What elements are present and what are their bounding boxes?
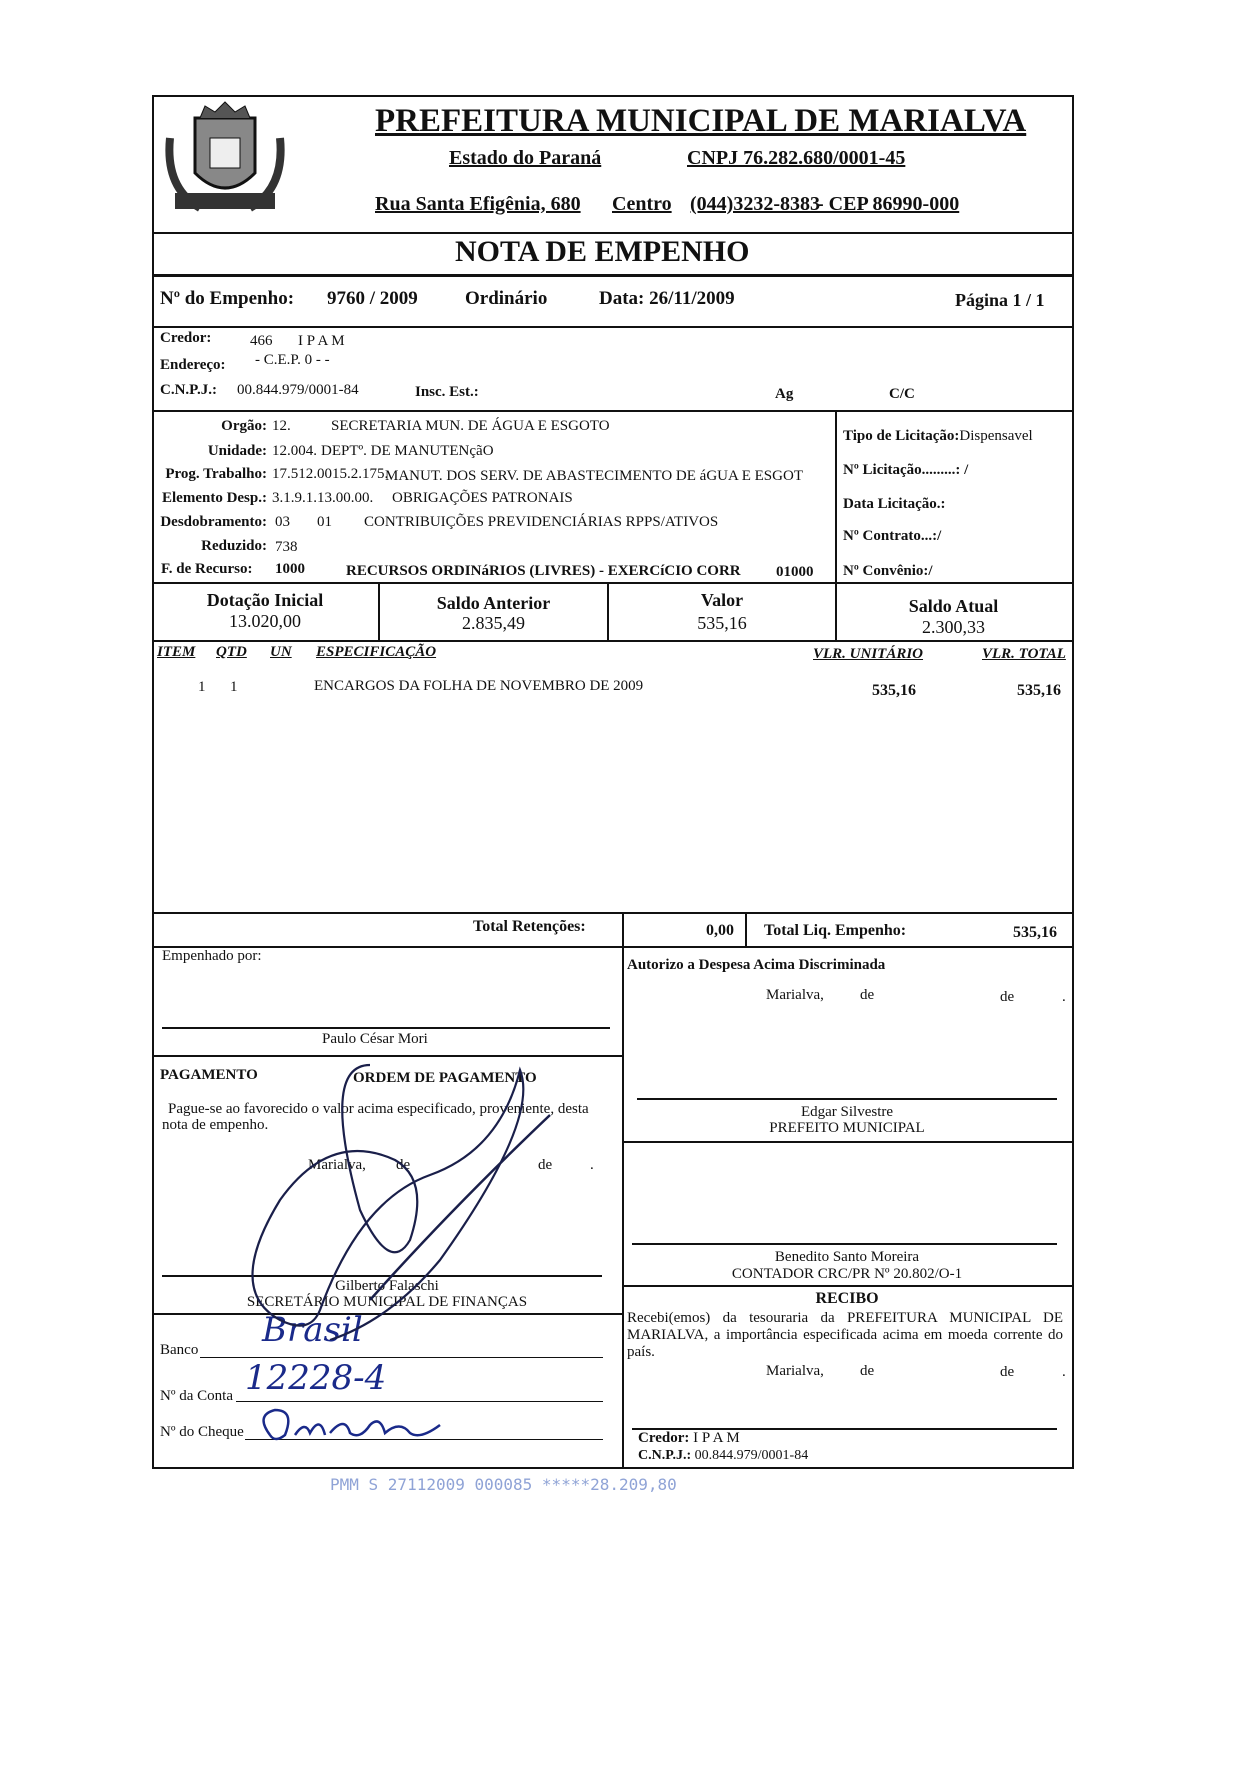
recibo-dot: .	[1062, 1364, 1066, 1380]
payment-stamp: PMM S 27112009 000085 *****28.209,80	[330, 1475, 677, 1494]
header-phone: (044)3232-8383	[690, 193, 820, 215]
dotacao-label: Dotação Inicial	[206, 590, 324, 610]
row-total-value: 535,16	[1017, 682, 1061, 699]
prog-code: 17.512.0015.2.175.	[272, 466, 389, 482]
contrato-number: Nº Contrato...:/	[843, 528, 942, 544]
header-cep: - CEP 86990-000	[817, 193, 960, 215]
prog-label: Prog. Trabalho:	[165, 466, 267, 482]
prog-desc: MANUT. DOS SERV. DE ABASTECIMENTO DE áGUA E ESGOT	[385, 468, 803, 484]
recibo-text: Recebi(emos) da tesouraria da PREFEITURA MUNICIPAL DE MARIALVA, a importância especificada acima em moeda corrente do país.	[627, 1310, 1063, 1360]
dotacao-value: 13.020,00	[229, 611, 301, 631]
recibo-credor-label: Credor:	[638, 1430, 690, 1446]
reduzido-code: 738	[275, 539, 298, 555]
orgao-label: Orgão:	[221, 418, 267, 434]
header-address: Rua Santa Efigênia, 680	[375, 193, 581, 215]
recurso-desc: RECURSOS ORDINáRIOS (LIVRES) - EXERCíCIO CORR	[346, 563, 741, 579]
credor-name: I P A M	[298, 333, 345, 349]
row-unit-value: 535,16	[872, 682, 916, 699]
pagamento-city: Marialva,	[308, 1157, 366, 1173]
header-cnpj: CNPJ 76.282.680/0001-45	[687, 147, 906, 169]
col-item: ITEM	[157, 644, 196, 660]
unidade-label: Unidade:	[207, 443, 267, 459]
pague-text-2: nota de empenho.	[162, 1117, 269, 1133]
unidade-desc: DEPTº. DE MANUTENçãO	[321, 443, 494, 459]
banco-handwritten: Brasil	[262, 1310, 363, 1350]
retencoes-label: Total Retenções:	[473, 918, 586, 935]
licitacao-number: Nº Licitação.........: /	[843, 462, 969, 478]
ordem-pagamento-heading: ORDEM DE PAGAMENTO	[353, 1070, 537, 1086]
saldo-anterior-label: Saldo Anterior	[436, 593, 551, 613]
valor-value: 535,16	[697, 613, 747, 633]
credor-code: 466	[250, 333, 273, 349]
recibo-de-1: de	[860, 1363, 875, 1379]
col-unit-value: VLR. UNITÁRIO	[813, 646, 924, 662]
city-crest-icon	[160, 98, 290, 228]
row-item: 1	[198, 679, 206, 695]
orgao-desc: SECRETARIA MUN. DE ÁGUA E ESGOTO	[331, 418, 610, 434]
orgao-code: 12.	[272, 418, 291, 434]
recurso-code2: 01000	[776, 564, 814, 580]
page-number: Página 1 / 1	[955, 290, 1045, 310]
tipo-licitacao-value: Dispensavel	[959, 428, 1033, 444]
unidade-code: 12.004.	[272, 443, 317, 459]
recibo-cnpj: 00.844.979/0001-84	[694, 1448, 809, 1463]
pagamento-heading: PAGAMENTO	[160, 1067, 258, 1083]
conta-handwritten: 12228-4	[245, 1358, 387, 1398]
recibo-city: Marialva,	[766, 1363, 824, 1379]
reduzido-label: Reduzido:	[201, 538, 267, 554]
elemento-code: 3.1.9.1.13.00.00.	[272, 490, 374, 506]
cnpj-label: C.N.P.J.:	[160, 382, 217, 398]
prefeito-title: PREFEITO MUNICIPAL	[769, 1120, 925, 1136]
saldo-atual-label: Saldo Atual	[908, 596, 999, 616]
document-title: NOTA DE EMPENHO	[455, 235, 750, 268]
recibo-cnpj-label: C.N.P.J.:	[638, 1448, 692, 1463]
retencoes-value: 0,00	[706, 922, 734, 939]
desdobramento-code1: 03	[275, 514, 290, 530]
header-state: Estado do Paraná	[449, 147, 602, 169]
empenho-label: Nº do Empenho:	[160, 288, 295, 309]
liquido-label: Total Liq. Empenho:	[764, 922, 907, 939]
autorizo-city: Marialva,	[766, 987, 824, 1003]
conta-label: Nº da Conta	[160, 1388, 233, 1404]
saldo-atual-value: 2.300,33	[922, 617, 985, 637]
valor-label: Valor	[700, 590, 744, 610]
convenio-number: Nº Convênio:/	[843, 563, 933, 579]
col-qtd: QTD	[216, 644, 247, 660]
empenhado-label: Empenhado por:	[162, 948, 262, 964]
banco-label: Banco	[160, 1342, 199, 1358]
contador-title: CONTADOR CRC/PR Nº 20.802/O-1	[731, 1266, 963, 1282]
autorizo-heading: Autorizo a Despesa Acima Discriminada	[627, 957, 886, 973]
empenho-date: Data: 26/11/2009	[599, 288, 735, 309]
autorizo-dot: .	[1062, 989, 1066, 1005]
address-label: Endereço:	[160, 357, 226, 373]
recibo-credor: I P A M	[693, 1430, 740, 1446]
empenhado-name: Paulo César Mori	[322, 1031, 428, 1047]
desdobramento-code2: 01	[317, 514, 332, 530]
contador-name: Benedito Santo Moreira	[774, 1249, 920, 1265]
desdobramento-desc: CONTRIBUIÇÕES PREVIDENCIÁRIAS RPPS/ATIVOS	[364, 514, 719, 530]
address-value: - C.E.P. 0 - -	[255, 352, 330, 368]
credor-label: Credor:	[160, 330, 212, 346]
recurso-code: 1000	[275, 561, 305, 577]
cheque-handwriting-icon	[250, 1405, 450, 1445]
recibo-heading: RECIBO	[815, 1290, 879, 1307]
cheque-label: Nº do Cheque	[160, 1424, 244, 1440]
saldo-anterior-value: 2.835,49	[462, 613, 525, 633]
elemento-label: Elemento Desp.:	[162, 490, 267, 506]
autorizo-de-1: de	[860, 987, 875, 1003]
secretario-title: SECRETÁRIO MUNICIPAL DE FINANÇAS	[246, 1294, 528, 1310]
pagamento-de-1: de	[396, 1157, 411, 1173]
tipo-licitacao-label: Tipo de Licitação:	[843, 428, 960, 444]
recurso-label: F. de Recurso:	[161, 561, 253, 577]
col-especificacao: ESPECIFICAÇÃO	[316, 644, 437, 660]
pagamento-de-2: de	[538, 1157, 553, 1173]
row-qtd: 1	[230, 679, 238, 695]
desdobramento-label: Desdobramento:	[160, 514, 267, 530]
empenho-number: 9760 / 2009	[327, 288, 418, 309]
ag-label: Ag	[775, 386, 794, 402]
cnpj-value: 00.844.979/0001-84	[237, 382, 359, 398]
col-total-value: VLR. TOTAL	[982, 646, 1066, 662]
pagamento-dot: .	[590, 1157, 594, 1173]
licitacao-date: Data Licitação.:	[843, 496, 946, 512]
col-un: UN	[270, 644, 292, 660]
empenho-type: Ordinário	[465, 288, 548, 309]
signature-icon	[220, 1060, 570, 1340]
autorizo-de-2: de	[1000, 989, 1015, 1005]
recibo-de-2: de	[1000, 1364, 1015, 1380]
header-title: PREFEITURA MUNICIPAL DE MARIALVA	[375, 103, 1027, 139]
pague-text-1: Pague-se ao favorecido o valor acima especificado, proveniente, desta	[168, 1101, 589, 1117]
secretario-name: Gilberto Falaschi	[335, 1278, 439, 1294]
insc-label: Insc. Est.:	[415, 384, 479, 400]
prefeito-name: Edgar Silvestre	[800, 1104, 894, 1120]
elemento-desc: OBRIGAÇÕES PATRONAIS	[392, 490, 573, 506]
header-district: Centro	[612, 193, 672, 215]
liquido-value: 535,16	[1013, 924, 1057, 941]
row-especificacao: ENCARGOS DA FOLHA DE NOVEMBRO DE 2009	[314, 678, 644, 694]
cc-label: C/C	[889, 386, 915, 402]
